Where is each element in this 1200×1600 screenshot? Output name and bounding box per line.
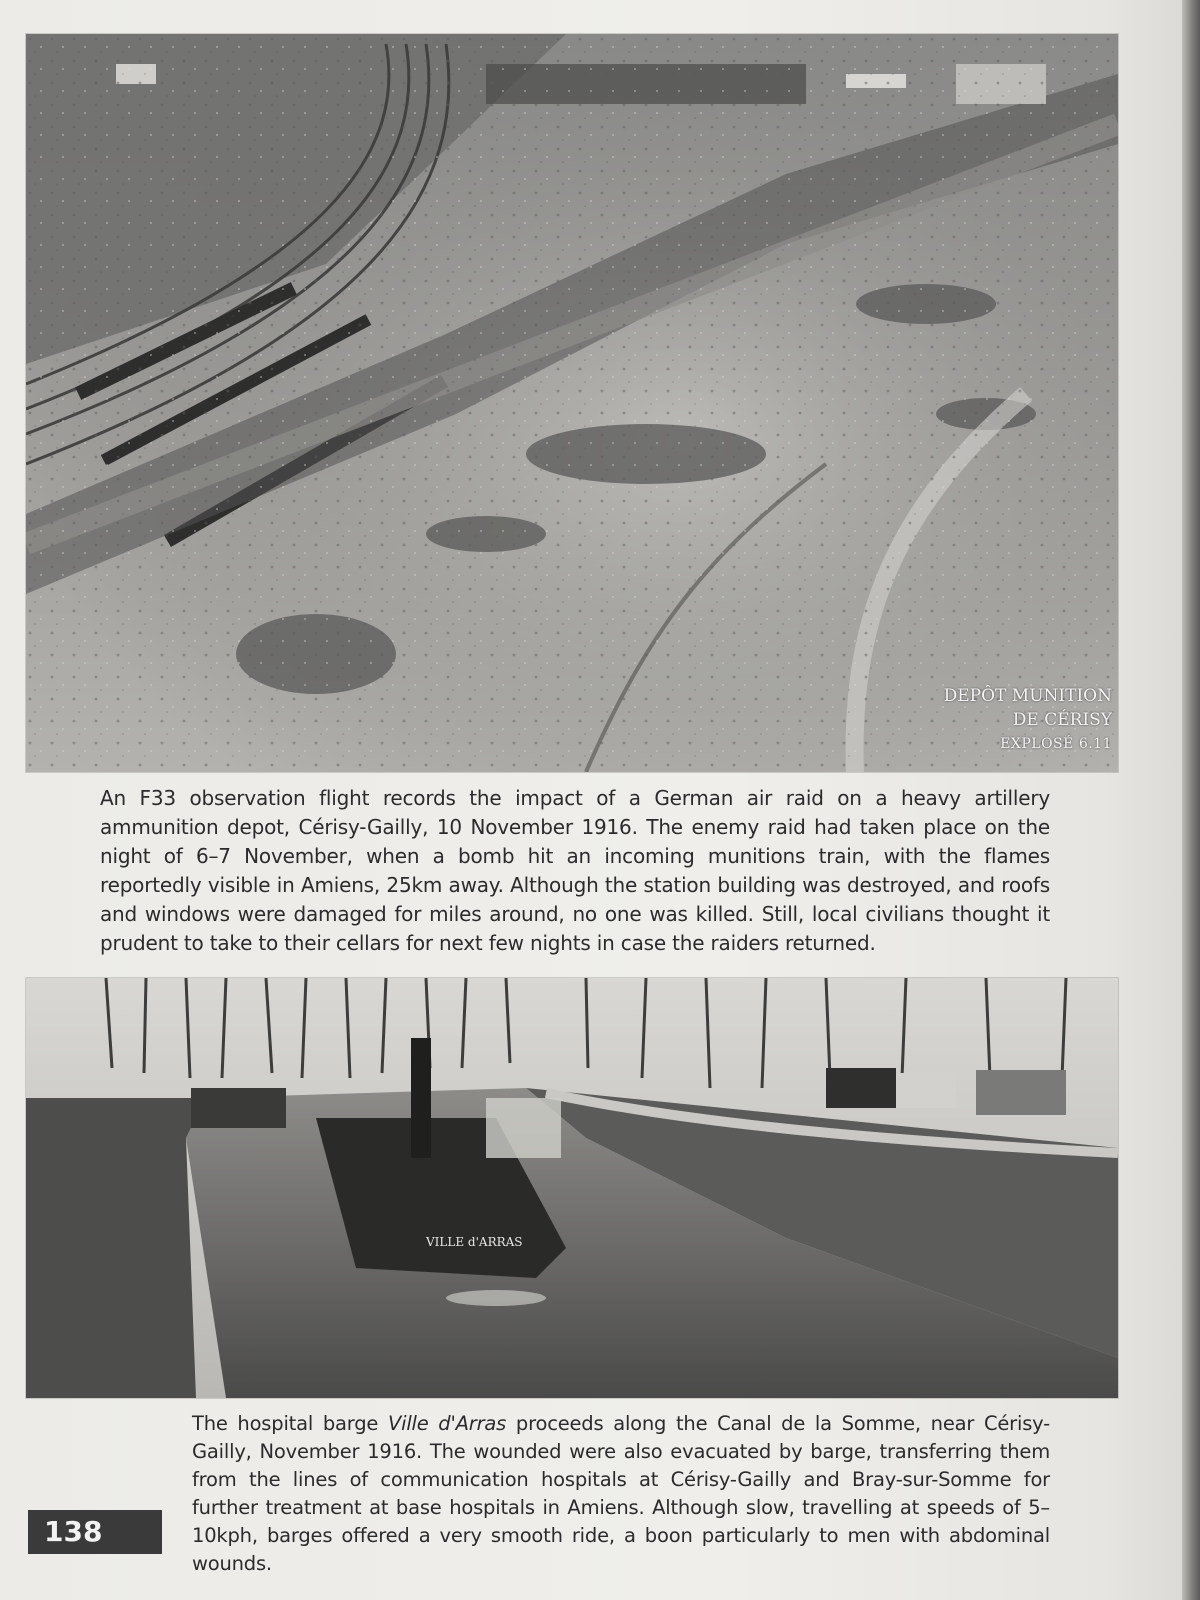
page-edge-shadow (1182, 0, 1200, 1600)
overlay-line-3: EXPLOSÉ 6.11 (1000, 736, 1112, 752)
overlay-line-1: DEPÔT MUNITION (943, 686, 1112, 706)
aerial-depot-photo (26, 34, 1118, 772)
carts (826, 1068, 1066, 1115)
page-number: 138 (28, 1510, 162, 1554)
caption-barge-rest: proceeds along the Canal de la Somme, near Cérisy-Gailly, November 1916. The wounded were also evacuated by barge, transferring them from the lines of communication hospitals at Cérisy-Gailly and Bray-sur-Somme for further treatment at base hospitals in Amiens. Although slow, travelling at speeds of 5–10kph, barges offered a very smooth ride, a boon particularly to men with abdominal wounds. (192, 1412, 1050, 1575)
caption-aerial-photo: An F33 observation flight records the impact of a German air raid on a heavy artillery ammunition depot, Cérisy-Gailly, 10 November 1916. The enemy raid had taken place on the night of 6–7 November, when a bomb hit an incoming munitions train, with the flames reportedly visible in Amiens, 25km away. Although the station building was destroyed, and roofs and windows were damaged for miles around, no one was killed. Still, local civilians thought it prudent to take to their cellars for next few nights in case the raiders returned. (100, 786, 1050, 955)
hospital-barge-photo (26, 978, 1118, 1398)
hospital-barge-illustration (26, 978, 1118, 1398)
caption-barge-prefix: The hospital barge (192, 1412, 388, 1435)
caption-barge-name: Ville d'Arras (387, 1412, 507, 1435)
aerial-depot-illustration (26, 34, 1118, 772)
overlay-line-2: DE CÉRISY (1012, 710, 1112, 730)
barge-name-text: VILLE d'ARRAS (426, 1235, 523, 1249)
caption-barge-photo (192, 1410, 1050, 1578)
photo-overlay-label (944, 684, 1112, 756)
